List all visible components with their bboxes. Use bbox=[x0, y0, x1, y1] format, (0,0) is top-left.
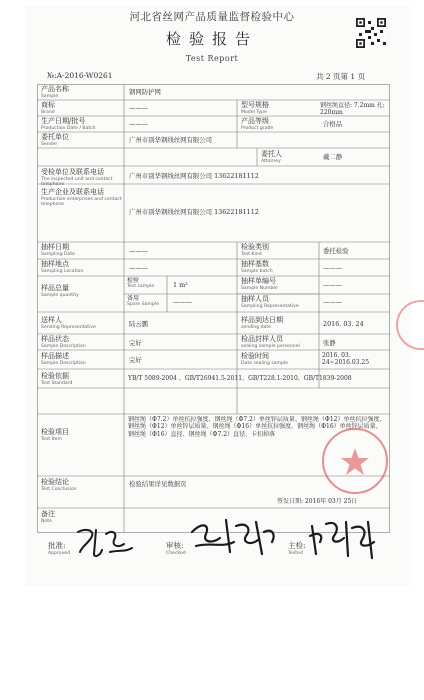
value-sampling-date: ——— bbox=[129, 247, 149, 255]
qr-code-icon bbox=[356, 18, 386, 48]
footer-review: 审核: Checked bbox=[166, 541, 186, 556]
reviewer-signature bbox=[186, 512, 282, 562]
value-sample-description: 完好 bbox=[129, 356, 142, 364]
value-production-date: ——— bbox=[129, 120, 149, 128]
label-send-date: 样品到达日期 sending date bbox=[241, 316, 283, 330]
value-client: 广州市别华钢线丝网有限公司 bbox=[129, 136, 213, 144]
value-send-date: 2016. 03. 24 bbox=[323, 320, 364, 328]
report-title: 检验报告 bbox=[165, 30, 258, 48]
label-sampling-base: 抽样基数 Sample batch bbox=[241, 260, 273, 274]
value-standard: YB/T 5089-2004 、GB/T26941.5-2011、GB/T228.1-2010、GB/T1839-2008 bbox=[128, 375, 352, 382]
label-sample-name: 产品名称 Sample bbox=[41, 85, 69, 99]
label-sample-description: 样品描述 Sample Description bbox=[41, 352, 86, 366]
value-spare-sample: ——— bbox=[173, 298, 193, 306]
label-client-contact: 受检单位及联系电话 The inspected unit and contact telephone bbox=[41, 168, 113, 187]
tester-signature bbox=[306, 514, 386, 562]
label-producer: 生产企业及联系电话 Production enterprises and contact telephone bbox=[41, 188, 122, 207]
value-sample-name: 钢网防护网 bbox=[129, 88, 161, 96]
value-sample-state: 完好 bbox=[129, 339, 142, 347]
label-sample-number: 抽样单编号 Sample Number bbox=[241, 277, 279, 291]
label-sender: 送样人 Sending Representative bbox=[41, 316, 96, 330]
report-number: №:A-2016-W0261 bbox=[47, 71, 113, 80]
label-sampler: 抽样人员 Sampling Representative bbox=[241, 295, 299, 309]
label-standard: 检验依据 Test Standard bbox=[41, 372, 73, 386]
footer-approve: 批准: Approved bbox=[48, 541, 71, 556]
label-test-kind: 检验类别 Test Kind bbox=[241, 243, 269, 257]
seal-star-icon bbox=[339, 446, 371, 478]
label-grade: 产品等级 Product grade bbox=[241, 117, 274, 131]
value-producer: 广州市别华钢线丝网有限公司 13622181112 bbox=[129, 208, 259, 216]
approver-signature bbox=[72, 522, 142, 562]
label-sample-receiver: 检品封样人员 sealing sample personnel bbox=[241, 335, 300, 349]
value-sampling-location: ——— bbox=[129, 264, 149, 272]
label-test-date: 检验时间 Date sealing sample bbox=[241, 352, 289, 366]
label-spare-sample: 备用 Spare Sample bbox=[127, 295, 159, 308]
value-sign-date: 签发日期: 2016年 03月 25日 bbox=[277, 498, 358, 505]
label-remark: 备注 Note bbox=[41, 510, 55, 524]
label-sample-quantity: 样品总量 Sample quantity bbox=[41, 284, 79, 298]
value-sampler: ——— bbox=[323, 298, 343, 306]
org-name: 河北省丝网产品质量监督检验中心 bbox=[129, 11, 295, 23]
report-subtitle: Test Report bbox=[185, 54, 239, 63]
value-test-kind: 委托检验 bbox=[323, 247, 349, 255]
value-test-item: 钢丝绳（Φ7.2）单丝抗拉强度、钢丝绳（Φ7.2）单丝锌层质量、钢丝绳（Φ12）单丝抗拉强度、钢丝绳（Φ12）单丝锌层质量、钢丝绳（Φ16）单丝抗拉强度、钢丝绳（Φ16）单丝锌层质量、钢丝绳（Φ16）直径、钢丝绳（Φ7.2）直径、卡扣掉落 bbox=[128, 416, 386, 438]
value-sender: 陆云鹏 bbox=[129, 320, 149, 328]
label-test-sample: 检验 Test sample bbox=[127, 277, 155, 290]
label-model: 型号规格 Model Type bbox=[241, 101, 269, 115]
value-sample-receiver: 张静 bbox=[323, 339, 336, 347]
label-principal: 委托人 Attorney bbox=[261, 150, 282, 164]
value-test-sample: 1 m² bbox=[173, 281, 188, 289]
value-model: 钢丝绳直径: 7.2mm 孔: 220mm bbox=[320, 102, 385, 117]
footer-test: 主检: Tested bbox=[288, 541, 306, 556]
value-sampling-base: ——— bbox=[323, 264, 343, 272]
value-grade: 合格品 bbox=[323, 120, 343, 128]
value-test-date: 2016. 03. 24~2016.03.25 bbox=[322, 352, 370, 367]
value-brand: ——— bbox=[129, 104, 149, 112]
value-conclusion: 检验结果详见数据页 bbox=[129, 480, 187, 488]
label-brand: 商标 Brand bbox=[41, 101, 55, 115]
page-count: 共 2 页第 1 页 bbox=[316, 72, 366, 81]
label-sampling-location: 抽样地点 Sampling Location bbox=[41, 260, 84, 274]
value-client-contact: 广州市别华钢线丝网有限公司 13622181112 bbox=[129, 172, 259, 180]
value-sample-number: ——— bbox=[323, 281, 343, 289]
label-conclusion: 检验结论 Test Conclusion bbox=[41, 478, 77, 492]
label-client: 委托单位 Sender bbox=[41, 133, 69, 147]
label-sampling-date: 抽样日期 Sampling Date bbox=[41, 243, 75, 257]
label-sample-state: 样品状态 Sample Description bbox=[41, 335, 86, 349]
label-production-date: 生产日期/批号 Production Date / Batch bbox=[41, 117, 96, 131]
label-test-item: 检验项目 Test Item bbox=[41, 428, 69, 442]
value-principal: 戴二静 bbox=[323, 153, 343, 161]
